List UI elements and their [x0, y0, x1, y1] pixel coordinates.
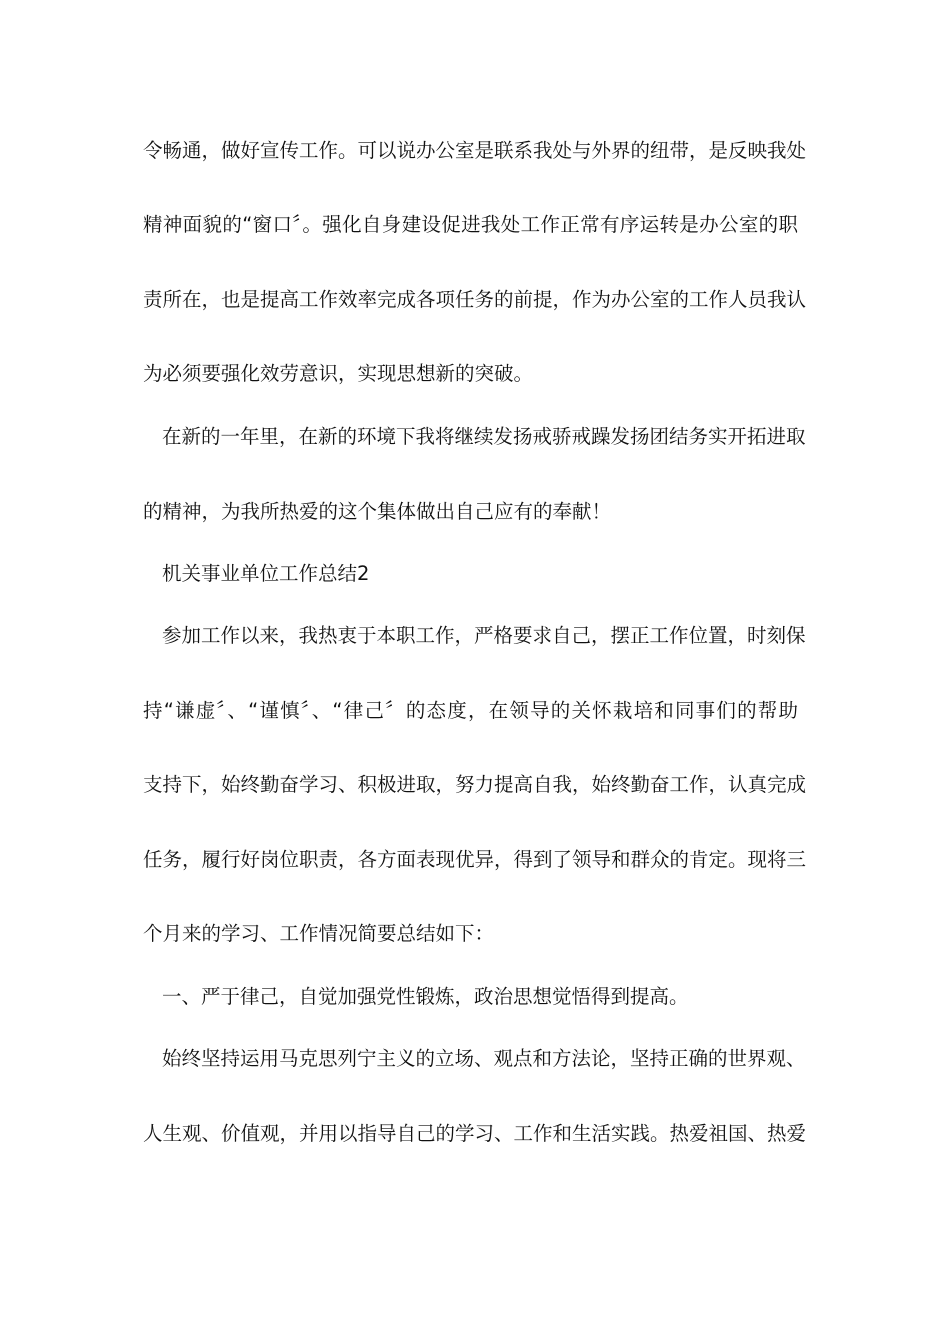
- text-line: 精神面貌的“窗口〞。强化自身建设促进我处工作正常有序运转是办公室的职: [143, 213, 798, 236]
- subsection-heading: 一、严于律己，自觉加强党性锻炼，政治思想觉悟得到提高。: [162, 985, 689, 1008]
- text-line: 责所在，也是提高工作效率完成各项任务的前提，作为办公室的工作人员我认: [143, 288, 807, 311]
- text-line: 始终坚持运用马克思列宁主义的立场、观点和方法论，坚持正确的世界观、: [162, 1047, 806, 1070]
- text-line: 令畅通，做好宣传工作。可以说办公室是联系我处与外界的纽带，是反映我处: [143, 139, 807, 162]
- text-line: 持“谦虚〞、“谨慎〞、“律己〞的态度，在领导的关怀栽培和同事们的帮助: [143, 699, 798, 722]
- text-line: 的精神，为我所热爱的这个集体做出自己应有的奉献！: [143, 500, 612, 523]
- text-line: 为必须要强化效劳意识，实现思想新的突破。: [143, 362, 534, 385]
- text-line: 在新的一年里，在新的环境下我将继续发扬戒骄戒躁发扬团结务实开拓进取: [162, 425, 806, 448]
- text-line: 个月来的学习、工作情况简要总结如下：: [143, 922, 495, 945]
- text-line: 支持下，始终勤奋学习、积极进取，努力提高自我，始终勤奋工作，认真完成: [143, 773, 807, 796]
- text-line: 任务，履行好岗位职责，各方面表现优异，得到了领导和群众的肯定。现将三: [143, 848, 807, 871]
- text-line: 人生观、价值观，并用以指导自己的学习、工作和生活实践。热爱祖国、热爱: [143, 1122, 807, 1145]
- text-line: 参加工作以来，我热衷于本职工作，严格要求自己，摆正工作位置，时刻保: [162, 624, 806, 647]
- section-heading: 机关事业单位工作总结2: [162, 562, 370, 585]
